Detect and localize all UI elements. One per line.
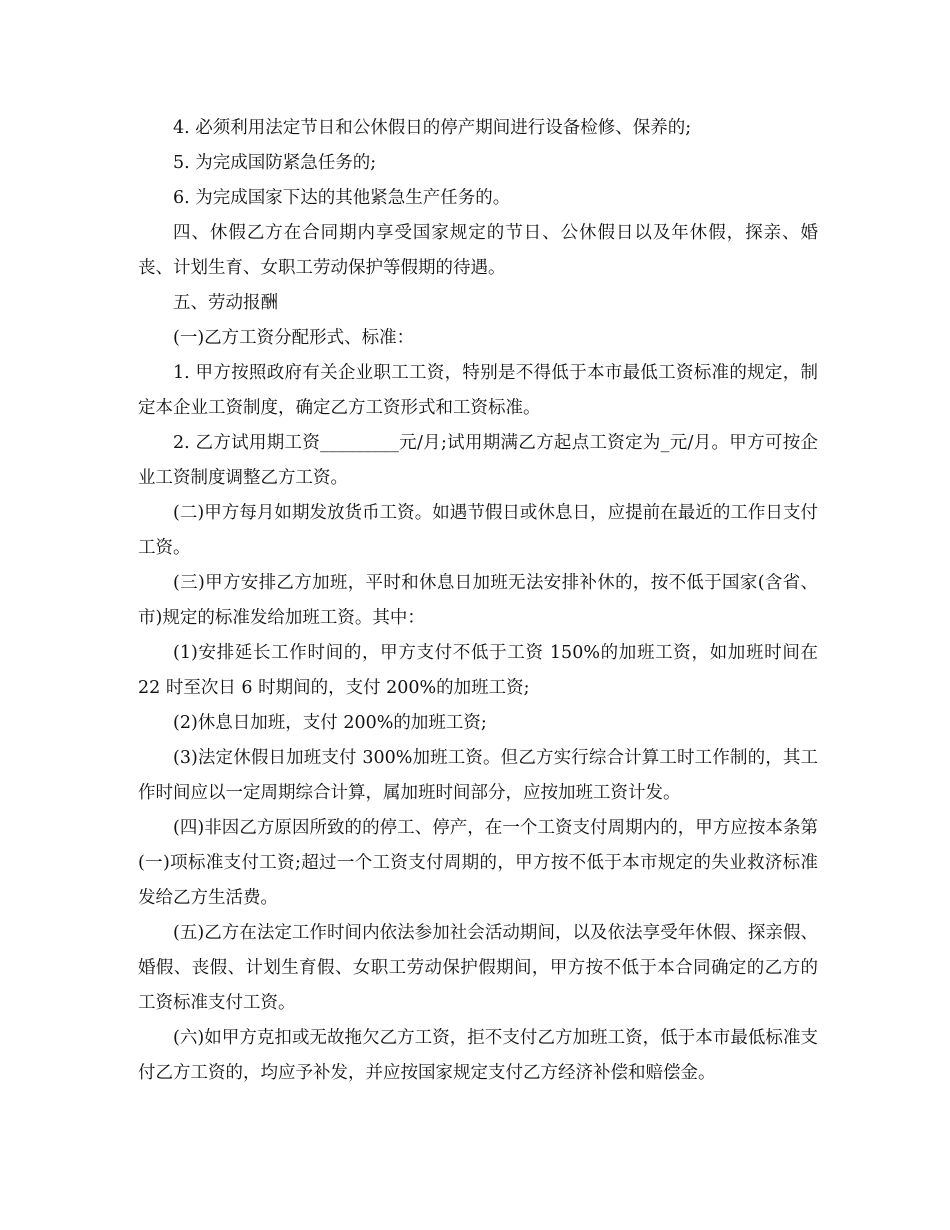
paragraph-clause-4: (四)非因乙方原因所致的的停工、停产，在一个工资支付周期内的，甲方应按本条第(一)项标准支付工资;超过一个工资支付周期的，甲方按不低于本市规定的失业救济标准发给乙方生活费。 xyxy=(138,818,818,908)
paragraph-overtime-3: (3)法定休假日加班支付 300%加班工资。但乙方实行综合计算工时工作制的，其工作时间应以一定周期综合计算，属加班时间部分，应按加班工资计发。 xyxy=(138,748,818,803)
subheading-wage-form: (一)乙方工资分配形式、标准： xyxy=(173,328,415,348)
paragraph-item-6: 6. 为完成国家下达的其他紧急生产任务的。 xyxy=(173,188,511,208)
paragraph-wage-item-1: 1. 甲方按照政府有关企业职工工资，特别是不得低于本市最低工资标准的规定，制定本企业工资制度，确定乙方工资形式和工资标准。 xyxy=(138,363,818,418)
paragraph-clause-5: (五)乙方在法定工作时间内依法参加社会活动期间，以及依法享受年休假、探亲假、婚假、丧假、计划生育假、女职工劳动保护假期间，甲方按不低于本合同确定的乙方的工资标准支付工资。 xyxy=(138,923,818,1013)
paragraph-overtime-2: (2)休息日加班，支付 200%的加班工资; xyxy=(173,713,487,733)
paragraph-section-4-holidays: 四、休假乙方在合同期内享受国家规定的节日、公休假日以及年休假，探亲、婚丧、计划生育、女职工劳动保护等假期的待遇。 xyxy=(138,223,818,278)
paragraph-overtime-1: (1)安排延长工作时间的，甲方支付不低于工资 150%的加班工资，如加班时间在 22 时至次日 6 时期间的，支付 200%的加班工资; xyxy=(138,643,818,698)
paragraph-item-5: 5. 为完成国防紧急任务的; xyxy=(173,153,377,173)
paragraph-wage-item-2: 2. 乙方试用期工资_________元/月;试用期满乙方起点工资定为_元/月。甲方可按企业工资制度调整乙方工资。 xyxy=(138,433,818,488)
document-body xyxy=(138,111,818,1091)
paragraph-item-4: 4. 必须利用法定节日和公休假日的停产期间进行设备检修、保养的; xyxy=(173,118,692,138)
paragraph-clause-3: (三)甲方安排乙方加班，平时和休息日加班无法安排补休的，按不低于国家(含省、市)规定的标准发给加班工资。其中： xyxy=(138,573,818,628)
paragraph-clause-6: (六)如甲方克扣或无故拖欠乙方工资，拒不支付乙方加班工资，低于本市最低标准支付乙方工资的，均应予补发，并应按国家规定支付乙方经济补偿和赔偿金。 xyxy=(138,1028,818,1083)
section-heading-labor-pay: 五、劳动报酬 xyxy=(173,293,278,313)
paragraph-clause-2: (二)甲方每月如期发放货币工资。如遇节假日或休息日，应提前在最近的工作日支付工资。 xyxy=(138,503,818,558)
